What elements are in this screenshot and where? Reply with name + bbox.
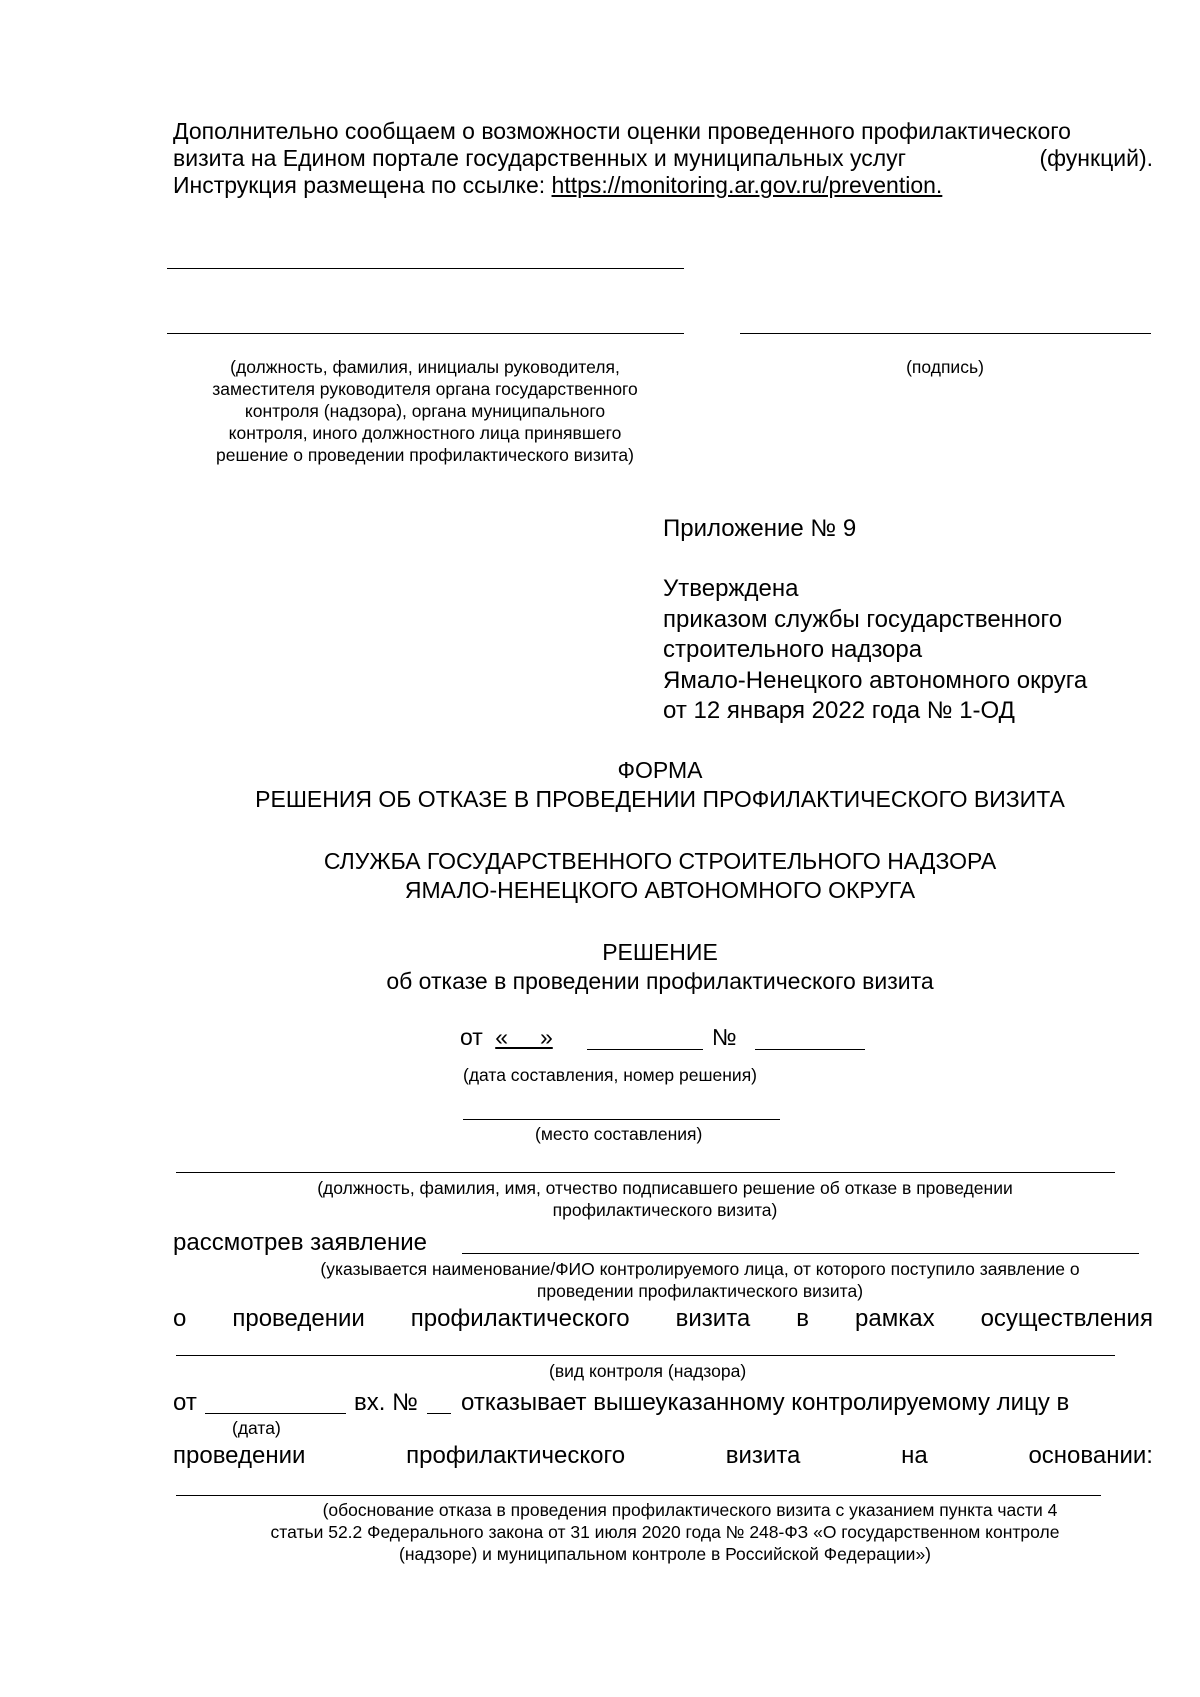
refuse-date-caption: (дата) xyxy=(232,1418,281,1438)
position-line-bottom xyxy=(167,333,684,334)
applicant-caption-line: проведении профилактического визита) xyxy=(536,1281,864,1301)
signer-caption-line: профилактического визита) xyxy=(552,1200,778,1220)
signature-line xyxy=(740,333,1151,334)
basis-caption-line: (обоснование отказа в проведения профилактического визита с указанием пункта части 4 xyxy=(322,1500,1058,1520)
intro-line-2-tail: (функций). xyxy=(1039,145,1153,171)
prevention-link[interactable]: https://monitoring.ar.gov.ru/prevention. xyxy=(551,172,943,198)
signer-line xyxy=(176,1172,1115,1173)
basis-caption-line: (надзоре) и муниципальном контроле в Российской Федерации») xyxy=(399,1544,931,1564)
signature-caption-right: (подпись) xyxy=(906,357,984,377)
date-caption: (дата составления, номер решения) xyxy=(463,1065,757,1085)
caption-left-line: заместителя руководителя органа государственного xyxy=(212,379,638,399)
basis-word: основании: xyxy=(1028,1442,1153,1469)
basis-word: визита xyxy=(725,1442,801,1469)
signature-caption-left xyxy=(160,356,690,466)
place-line xyxy=(463,1119,780,1120)
within-word: в xyxy=(796,1305,810,1332)
basis-word: на xyxy=(901,1442,928,1469)
control-type-line xyxy=(176,1355,1115,1356)
decision-number-line xyxy=(755,1049,865,1050)
basis-word: проведении xyxy=(173,1442,306,1469)
basis-line xyxy=(176,1495,1101,1496)
decision-date-row xyxy=(460,1024,553,1051)
intro-line-2 xyxy=(173,145,1153,172)
approval-line: Ямало-Ненецкого автономного округа xyxy=(663,666,1088,694)
intro-line-2-text: визита на Едином портале государственных и муниципальных услуг xyxy=(173,145,907,171)
agency-name-1: СЛУЖБА ГОСУДАРСТВЕННОГО СТРОИТЕЛЬНОГО НАДЗОРА xyxy=(323,848,997,874)
approval-line: от 12 января 2022 года № 1-ОД xyxy=(663,697,1015,724)
decision-subtitle: об отказе в проведении профилактического визита xyxy=(386,968,934,994)
caption-left-line: контроля, иного должностного лица принявшего xyxy=(228,423,622,443)
instruction-label: Инструкция размещена по ссылке: xyxy=(173,172,552,198)
within-word: рамках xyxy=(855,1305,935,1332)
considered-label: рассмотрев заявление xyxy=(173,1229,428,1256)
date-month-line xyxy=(587,1049,703,1050)
refuse-from-label: от xyxy=(173,1389,197,1416)
number-sign: № xyxy=(712,1024,737,1050)
form-title: ФОРМА xyxy=(617,757,703,783)
place-caption: (место составления) xyxy=(535,1124,703,1144)
basis-word: профилактического xyxy=(406,1442,626,1469)
within-word: о xyxy=(173,1305,187,1332)
within-word: профилактического xyxy=(410,1305,630,1332)
caption-left-line: контроля (надзора), органа муниципального xyxy=(244,401,606,421)
applicant-caption xyxy=(250,1258,1150,1302)
incoming-number-label: вх. № xyxy=(354,1389,418,1416)
intro-line-3 xyxy=(173,172,942,199)
appendix-approval xyxy=(663,574,1087,727)
form-subtitle: РЕШЕНИЯ ОБ ОТКАЗЕ В ПРОВЕДЕНИИ ПРОФИЛАКТИЧЕСКОГО ВИЗИТА xyxy=(255,786,1065,812)
agency-name-2: ЯМАЛО-НЕНЕЦКОГО АВТОНОМНОГО ОКРУГА xyxy=(404,877,916,903)
intro-line-1: Дополнительно сообщаем о возможности оценки проведенного профилактического xyxy=(173,118,1071,144)
caption-left-line: решение о проведении профилактического визита) xyxy=(215,445,634,465)
refuse-date-line xyxy=(205,1413,346,1414)
applicant-line xyxy=(462,1253,1139,1254)
basis-caption xyxy=(190,1499,1140,1565)
control-type-caption: (вид контроля (надзора) xyxy=(549,1361,747,1381)
refuse-text: отказывает вышеуказанному контролируемому лицу в xyxy=(461,1389,1070,1416)
approval-line: строительного надзора xyxy=(663,636,923,663)
decision-title: РЕШЕНИЕ xyxy=(602,939,718,965)
signer-caption xyxy=(200,1177,1130,1221)
caption-left-line: (должность, фамилия, инициалы руководителя, xyxy=(230,357,620,377)
from-label: от xyxy=(460,1024,483,1050)
approval-line: Утверждена xyxy=(663,575,799,602)
within-word: визита xyxy=(675,1305,751,1332)
signer-caption-line: (должность, фамилия, имя, отчество подписавшего решение об отказе в проведении xyxy=(317,1178,1013,1198)
appendix-number: Приложение № 9 xyxy=(663,515,857,542)
within-control-row xyxy=(173,1305,1153,1333)
basis-row xyxy=(173,1442,1153,1470)
date-quotes: « » xyxy=(495,1024,553,1050)
approval-line: приказом службы государственного xyxy=(663,605,1063,633)
applicant-caption-line: (указывается наименование/ФИО контролируемого лица, от которого поступило заявление о xyxy=(320,1259,1080,1279)
basis-caption-line: статьи 52.2 Федерального закона от 31 июля 2020 года № 248-ФЗ «О государственном контроле xyxy=(270,1522,1060,1542)
position-line-top xyxy=(167,268,684,269)
within-word: осуществления xyxy=(980,1305,1153,1332)
within-word: проведении xyxy=(232,1305,365,1332)
incoming-number-line xyxy=(427,1413,451,1414)
